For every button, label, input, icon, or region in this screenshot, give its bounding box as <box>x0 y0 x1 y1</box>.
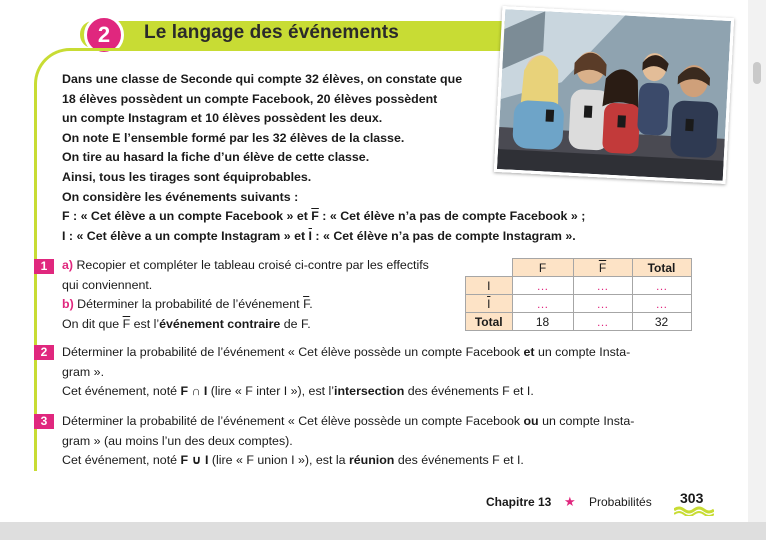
term-union: réunion <box>348 453 395 468</box>
chapter-label: Chapitre 13 <box>486 495 552 509</box>
intro-line: On tire au hasard la fiche d’un élève de cette classe. <box>62 150 370 165</box>
table-cell: 32 <box>632 313 691 331</box>
vertical-scrollbar[interactable] <box>748 0 766 540</box>
table-cell: 18 <box>512 313 573 331</box>
row-header-i: I <box>466 277 513 295</box>
contingency-table <box>465 258 692 331</box>
event-f-symbol: F <box>62 209 70 224</box>
question-1-text: a) Recopier et compléter le tableau croisé ci-contre par les effectifs qui conviennent. b) Déterminer la probabilité de l’événement $\overline{F}$. On dit que $\overline{F}$ est l’événement contraire de F. <box>62 258 429 331</box>
section-title: Le langage des événements <box>144 22 399 43</box>
section-number-badge: 2 <box>84 15 124 55</box>
table-cell: … <box>573 277 632 295</box>
event-i-complement-symbol: $\overline{I}$ <box>308 228 312 243</box>
intro-line: Ainsi, tous les tirages sont équiprobables. <box>62 169 312 184</box>
table-cell: … <box>632 295 691 313</box>
intro-line: un compte Instagram et 10 élèves possèdent les deux. <box>62 111 383 126</box>
page-number-underline-icon <box>674 506 714 516</box>
row-header-total: Total <box>466 313 513 331</box>
event-f-definition: F : « Cet élève a un compte Facebook » et $\overline{F}$ : « Cet élève n’a pas de compte Facebook » ; <box>62 209 586 224</box>
col-header-f: F <box>512 259 573 277</box>
intro-line: Dans une classe de Seconde qui compte 32 élèves, on constate que <box>62 72 463 86</box>
table-cell: … <box>632 277 691 295</box>
table-cell: … <box>512 277 573 295</box>
col-header-total: Total <box>632 259 691 277</box>
col-header-fbar: $\overline{F}$ <box>573 259 632 277</box>
question-1-badge: 1 <box>34 259 54 274</box>
page-number: 303 <box>680 490 704 506</box>
question-2-badge: 2 <box>34 345 54 360</box>
table-cell: … <box>573 295 632 313</box>
part-b-label: b) <box>62 297 74 312</box>
part-a-label: a) <box>62 258 74 272</box>
viewer-bottom-strip <box>0 522 766 540</box>
intro-line: On note E l’ensemble formé par les 32 élèves de la classe. <box>62 130 405 145</box>
event-f-complement-symbol: $\overline{F}$ <box>311 209 319 224</box>
table-cell: … <box>512 295 573 313</box>
question-3-badge: 3 <box>34 414 54 429</box>
problem-statement <box>62 70 622 246</box>
question-2-text: Déterminer la probabilité de l’événement « Cet élève possède un compte Facebook et un compte Insta- gram ». Cet événement, noté F ∩ I (lire « F inter I »), est l’intersection des événements F et I. <box>62 345 631 399</box>
table-cell: … <box>573 313 632 331</box>
star-icon: ★ <box>564 494 576 509</box>
intro-line: 18 élèves possèdent un compte Facebook, 20 élèves possèdent <box>62 91 438 106</box>
event-i-symbol: I <box>62 228 66 243</box>
notation-union: F ∪ I <box>180 453 209 468</box>
event-i-definition: I : « Cet élève a un compte Instagram » et $\overline{I}$ : « Cet élève n’a pas de compte Instagram ». <box>62 228 576 243</box>
term-complementary-event: événement contraire <box>159 316 281 331</box>
term-intersection: intersection <box>334 384 405 399</box>
intro-line: On considère les événements suivants : <box>62 189 299 204</box>
question-3-text: Déterminer la probabilité de l’événement « Cet élève possède un compte Facebook ou un compte Insta- gram » (au moins l’un des deux comptes). Cet événement, noté F ∪ I (lire « F union I »), est la réunion des événements F et I. <box>62 414 635 468</box>
chapter-topic: Probabilités <box>589 495 652 509</box>
scrollbar-thumb[interactable] <box>753 62 761 84</box>
row-header-ibar: $\overline{I}$ <box>466 295 513 313</box>
notation-intersection: F ∩ I <box>180 384 208 399</box>
